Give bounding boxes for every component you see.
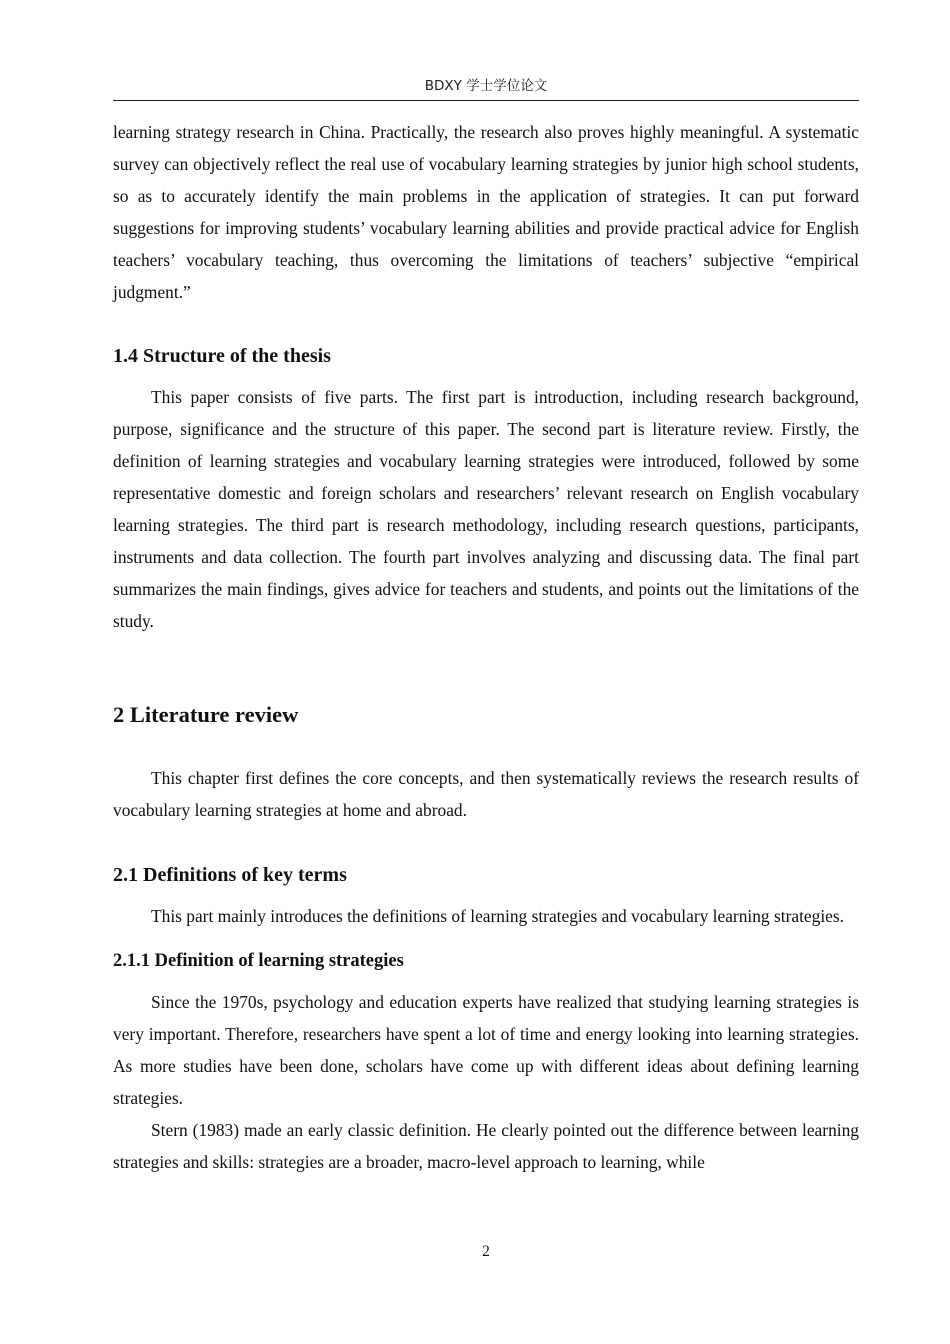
paragraph-definitions-intro: This part mainly introduces the definitions of learning strategies and vocabulary learning strategies. [151,905,845,926]
header-rule [113,100,859,101]
paragraph-stern-definition: Stern (1983) made an early classic definition. He clearly pointed out the difference between learning strategies and skills: strategies are a broader, macro-level approach to learning, while [113,1120,859,1172]
section-heading-1-4: 1.4 Structure of the thesis [113,345,331,368]
paragraph-thesis-structure: This paper consists of five parts. The first part is introduction, including research background, purpose, significance and the structure of this paper. The second part is literature review. Firstly, the definition of learning strategies and vocabulary learning strategies were introduced, followed by some representative domestic and foreign scholars and researchers’ relevant research on English vocabulary learning strategies. The third part is research methodology, including research questions, participants, instruments and data collection. The fourth part involves analyzing and discussing data. The final part summarizes the main findings, gives advice for teachers and students, and points out the limitations of the study. [113,387,859,631]
page-body [113,117,859,1179]
chapter-heading-2: 2 Literature review [113,701,299,727]
running-header: BDXY 学士学位论文 [424,78,548,94]
subsection-heading-2-1-1: 2.1.1 Definition of learning strategies [113,951,404,972]
section-heading-2-1: 2.1 Definitions of key terms [113,863,347,886]
paragraph-chapter-intro: This chapter first defines the core concepts, and then systematically reviews the research results of vocabulary learning strategies at home and abroad. [113,767,859,820]
page-number: 2 [482,1243,490,1260]
paragraph-learning-strategies-history: Since the 1970s, psychology and education experts have realized that studying learning strategies is very important. Therefore, researchers have spent a lot of time and energy looking into learning strategies. As more studies have been done, scholars have come up with different ideas about defining learning strategies. [113,992,859,1109]
paragraph-continued: learning strategy research in China. Practically, the research also proves highly meaningful. A systematic survey can objectively reflect the real use of vocabulary learning strategies by junior high school students, so as to accurately identify the main problems in the application of strategies. It can put forward suggestions for improving students’ vocabulary learning abilities and provide practical advice for English teachers’ vocabulary teaching, thus overcoming the limitations of teachers’ subjective “empirical judgment.” [113,122,859,302]
